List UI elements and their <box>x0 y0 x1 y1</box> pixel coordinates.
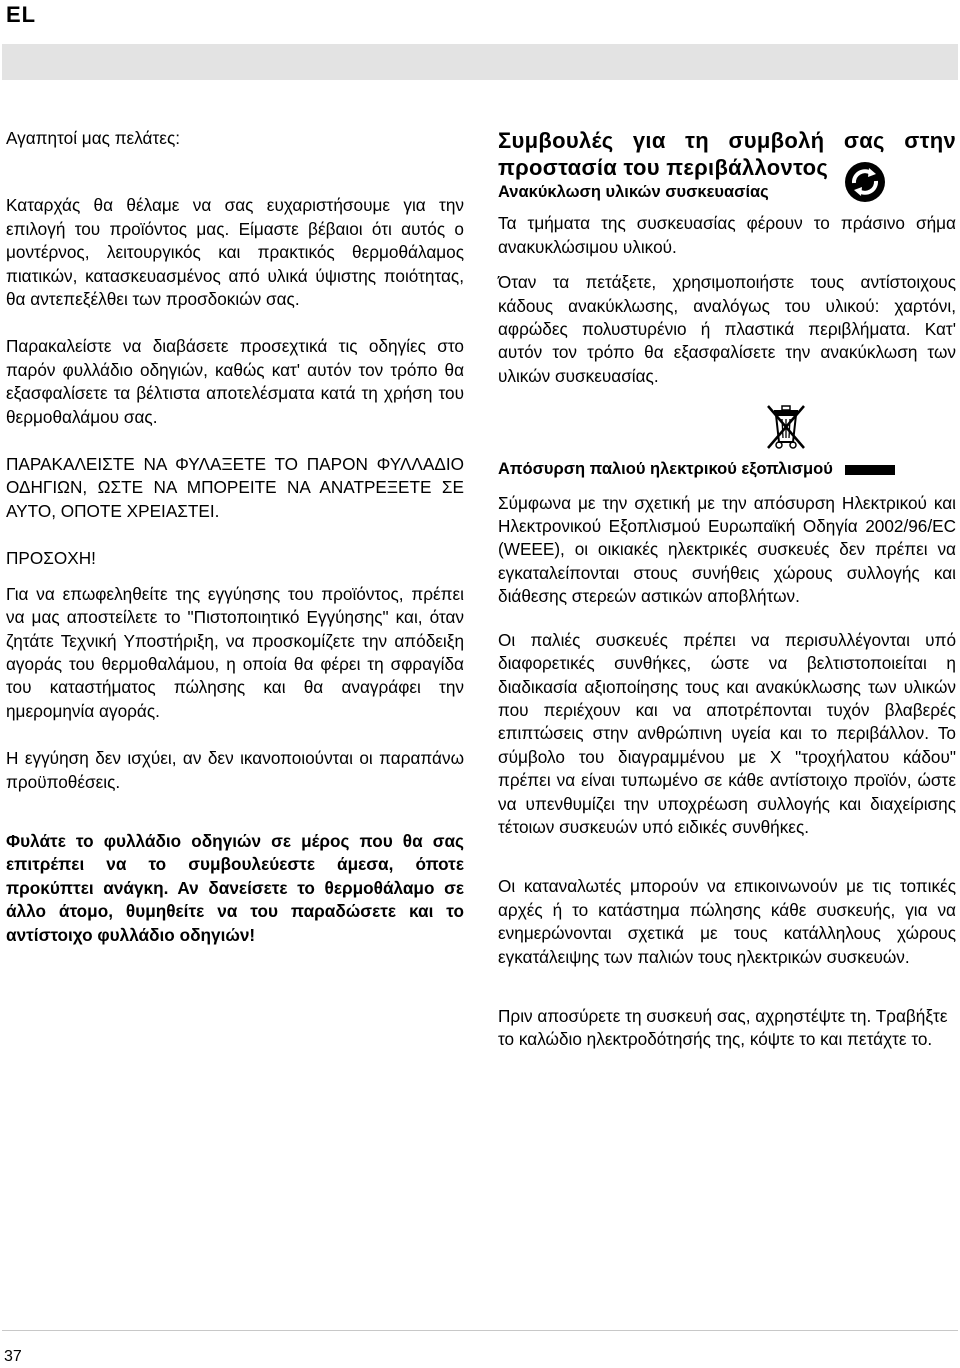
greeting: Αγαπητοί μας πελάτες: <box>6 128 180 148</box>
weee-text-1: Σύμφωνα με την σχετική με την απόσυρση Ηλεκτρικού και Ηλεκτρονικού Εξοπλισμού Ευρωπαϊκή Οδηγία 2002/96/EC (WEEE), οι οικιακές ηλεκτρικές συσκευές δεν πρέπει να εγκαταλείπονται στους συνήθεις χώρους συλλογής και διάθεσης στερεών αστικών αποβλήτων. <box>498 492 956 607</box>
warranty-void-paragraph: Η εγγύηση δεν ισχύει, αν δεν ικανοποιούνται οι παραπάνω προϋποθέσεις. <box>6 748 464 792</box>
weee-subheading <box>498 458 956 481</box>
warranty-paragraph: Για να επωφεληθείτε της εγγύησης του προϊόντος, πρέπει να μας αποστείλετε το "Πιστοποιητικό Εγγύησης" και, όταν ζητάτε Τεχνική Υποστήριξη, να προσκομίζετε την απόδειξη αγοράς του θερμοθαλάμου, η οποία θα φέρει τη σφραγίδα του καταστήματος πώλησης και θα αναγράφει την ημερομηνία αγοράς. <box>6 583 464 721</box>
read-carefully-paragraph: Παρακαλείστε να διαβάσετε προσεχτικά τις οδηγίες στο παρόν φυλλάδιο οδηγιών, καθώς κατ' αυτόν τον τρόπο θα εξασφαλίσετε τα βέλτιστα αποτελέσματα κατά τη χρήση του θερμοθαλάμου σας. <box>6 336 464 427</box>
right-column <box>498 127 956 1052</box>
weee-title: Απόσυρση παλιού ηλεκτρικού εξοπλισμού <box>498 460 833 479</box>
keep-manual-bold-paragraph: Φυλάτε το φυλλάδιο οδηγιών σε μέρος που θα σας επιτρέπει να το συμβουλεύεστε άμεσα, όποτε προκύπτει ανάγκη. Αν δανείσετε το θερμοθάλαμο σε άλλο άτομο, θυμηθείτε να του παραδώσετε και το αντίστοιχο φυλλάδιο οδηγιών! <box>6 830 464 945</box>
crossed-bin-icon <box>760 400 812 452</box>
intro-paragraph: Καταρχάς θα θέλαμε να σας ευχαριστήσουμε για την επιλογή του προϊόντος μας. Είμαστε βέβαιοι ότι αυτός ο μοντέρνος, λειτουργικός και πρακτικός θερμοθάλαμος πιατικών, κατασκευασμένος από υλικά ύψιστης ποιότητας, θα αντεπεξέλθει των προσδοκιών σας. <box>6 195 464 310</box>
page-number: 37 <box>4 1348 22 1365</box>
footer-rule <box>2 1330 958 1331</box>
left-column <box>6 127 464 947</box>
weee-text-2: Οι παλιές συσκευές πρέπει να περισυλλέγονται υπό διαφορετικές συνθήκες, ώστε να βελτιστοποιείται η διαδικασία αξιοποίησης τους και ανακύκλωσης των υλικών που περιέχουν και να αποτρέπονται τυχόν βλαβερές επιπτώσεις στην ανθρώπινη υγεία και το περιβάλλον. Το σύμβολο του διαγραμμένου με Χ "τροχήλατου κάδου" πρέπει να είναι τυπωμένο σε κάθε αντίστοιχο προϊόν, ώστε να υπενθυμίζει την υποχρέωση συλλογής και διαχείρισης τέτοιων συσκευών υπό ειδικές συνθήκες. <box>498 629 956 837</box>
header-bar <box>2 44 958 80</box>
recycle-icon <box>844 161 886 203</box>
disposal-tip: Πριν αποσύρετε τη συσκευή σας, αχρηστέψτε τη. Τραβήξτε το καλώδιο ηλεκτροδότησής της, κόψτε το και πετάχτε το. <box>498 1005 948 1050</box>
packaging-title: Ανακύκλωση υλικών συσκευασίας <box>498 183 769 201</box>
environment-heading: Συμβουλές για τη συμβολή σας στην προστασία του περιβάλλοντος <box>498 128 956 180</box>
packaging-text-1: Τα τμήματα της συσκευασίας φέρουν το πράσινο σήμα ανακυκλώσιμου υλικού. <box>498 213 956 257</box>
weee-text-3: Οι καταναλωτές μπορούν να επικοινωνούν με τις τοπικές αρχές ή το κατάστημα πώλησης κάθε συσκευής, για να ενημερώνονται σχετικά με τους κατάλληλους χώρους εγκατάλειψης των παλιών τους ηλεκτρικών συσκευών. <box>498 876 956 967</box>
packaging-text-2: Όταν τα πετάξετε, χρησιμοποιήστε τους αντίστοιχους κάδους ανακύκλωσης, αναλόγως του υλικού: χαρτόνι, αφρώδες πολυστυρένιο ή πλαστικά περιβλήματα. Κατ' αυτόν τον τρόπο θα εξασφαλίσετε την ανακύκλωση των υλικών συσκευασίας. <box>498 272 956 386</box>
keep-manual-caps-paragraph: ΠΑΡΑΚΑΛΕΙΣΤΕ ΝΑ ΦΥΛΑΞΕΤΕ ΤΟ ΠΑΡΟΝ ΦΥΛΛΑΔΙΟ ΟΔΗΓΙΩΝ, ΩΣΤΕ ΝΑ ΜΠΟΡΕΙΤΕ ΝΑ ΑΝΑΤΡΕΞΕΤΕ ΣΕ ΑΥΤΟ, ΟΠΟΤΕ ΧΡΕΙΑΣΤΕΙ. <box>6 454 464 521</box>
language-label: EL <box>6 2 37 27</box>
weee-bar-icon <box>845 465 895 475</box>
attention-label: ΠΡΟΣΟΧΗ! <box>6 548 96 569</box>
packaging-subheading <box>498 181 956 204</box>
